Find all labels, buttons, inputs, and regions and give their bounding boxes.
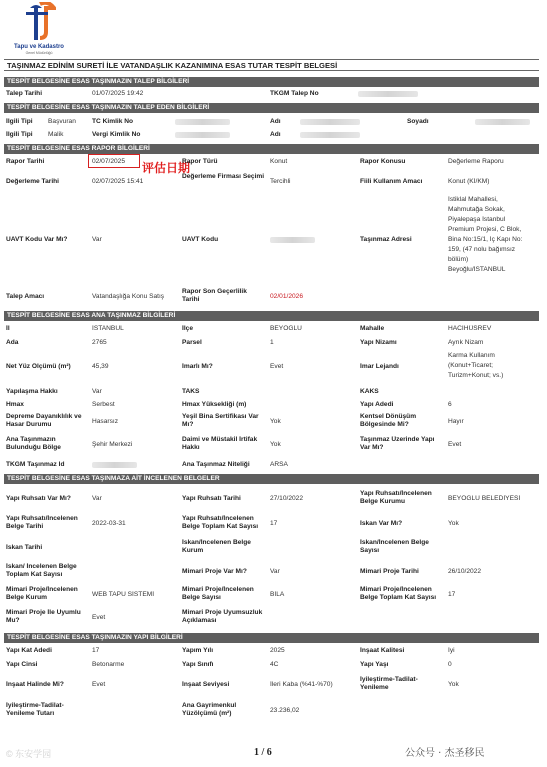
iskan-var-value: Yok — [448, 520, 459, 527]
page-number: 1 / 6 — [254, 747, 272, 758]
kat-adedi-label: Yapı Kat Adedi — [6, 647, 52, 654]
adres-line: Premium Projesi, C Blok, — [448, 226, 522, 233]
imar-lejandi-line: Turizm+Konut; vs.) — [448, 372, 504, 379]
il-label: İl — [6, 325, 10, 332]
yapi-nizami-label: Yapı Nizamı — [360, 339, 397, 346]
tadilat-value: Yok — [448, 681, 459, 688]
yapi-sinifi-value: 4C — [270, 661, 279, 668]
yapi-sinifi-label: Yapı Sınıfı — [182, 661, 214, 668]
redacted-field — [175, 119, 230, 125]
hmax-value: Serbest — [92, 401, 115, 408]
tkgm-logo-icon — [22, 2, 56, 42]
rapor-konusu-label: Rapor Konusu — [360, 158, 406, 165]
uavt-var-label: UAVT Kodu Var Mı? — [6, 236, 68, 243]
mimari-sayisi-label: Mimari Proje/İncelenen Belge Sayısı — [182, 586, 254, 601]
yesil-bina-label: Yeşil Bina Sertifikası Var Mı? — [182, 413, 259, 428]
nitelik-value: ARSA — [270, 461, 288, 468]
mimari-tarihi-value: 26/10/2022 — [448, 568, 482, 575]
adres-line: Piyalepaşa İstanbul — [448, 216, 506, 223]
adi-label-2: Adı — [270, 131, 281, 138]
talep-tarihi-label: Talep Tarihi — [6, 90, 43, 97]
yapi-adedi-value: 6 — [448, 401, 452, 408]
uyumlu-label: Mimari Proje İle Uyumlu Mu? — [6, 609, 81, 624]
deprem-value: Hasarsız — [92, 418, 119, 425]
iskan-tarihi-label: İskan Tarihi — [6, 544, 43, 551]
net-yuz-value: 45,39 — [92, 363, 109, 370]
redacted-field — [175, 132, 230, 138]
tc-kimlik-label: TC Kimlik No — [92, 118, 134, 125]
rapor-tarihi-value: 02/07/2025 — [92, 158, 126, 165]
uyumsuzluk-label: Mimari Proje Uyumsuzluk Açıklaması — [182, 609, 263, 624]
mimari-var-label: Mimari Proje Var Mı? — [182, 568, 247, 575]
talep-amaci-label: Talep Amacı — [6, 293, 45, 300]
insaat-halinde-label: İnşaat Halinde Mi? — [6, 681, 64, 688]
kaks-label: KAKS — [360, 388, 379, 395]
redacted-field — [358, 91, 418, 97]
ana-gayrimenkul-label: Ana Gayrimenkul Yüzölçümü (m²) — [182, 702, 237, 717]
redacted-field — [270, 237, 315, 243]
watermark-right: 公众号 · 杰圣移民 — [405, 748, 485, 759]
iskan-kat-label: İskan/ İncelenen Belge Toplam Kat Sayısı — [6, 563, 77, 578]
ruhsat-belge-tarihi-label: Yapı Ruhsatı/İncelenen Belge Tarihi — [6, 515, 78, 530]
imarli-value: Evet — [270, 363, 284, 370]
mimari-kurum-value: WEB TAPU SİSTEMİ — [92, 591, 155, 598]
fiili-kullanim-label: Fiili Kullanım Amacı — [360, 178, 423, 185]
il-value: İSTANBUL — [92, 325, 124, 332]
degerleme-tarihi-value: 02/07/2025 15:41 — [92, 178, 144, 185]
bulundugu-bolge-label: Ana Taşınmazın Bulunduğu Bölge — [6, 436, 61, 451]
yapim-yili-value: 2025 — [270, 647, 285, 654]
logo-subtitle: Genel Müdürlüğü — [25, 51, 53, 55]
daimi-irtifak-label: Daimi ve Müstakil İrtifak Hakkı — [182, 436, 258, 451]
ilce-label: İlçe — [182, 325, 193, 332]
insaat-halinde-value: Evet — [92, 681, 106, 688]
parsel-value: 1 — [270, 339, 274, 346]
imar-lejandi-line: (Konut+Ticaret; — [448, 362, 494, 369]
adi-label: Adı — [270, 118, 281, 125]
ilgili-tipi-value-2: Malik — [48, 131, 64, 138]
ruhsat-var-value: Var — [92, 495, 102, 502]
redacted-field — [92, 462, 137, 468]
uavt-var-value: Var — [92, 236, 102, 243]
uzerinde-yapi-value: Evet — [448, 441, 462, 448]
hmax-label: Hmax — [6, 401, 24, 408]
nitelik-label: Ana Taşınmaz Niteliği — [182, 461, 250, 468]
imar-lejandi-line: Karma Kullanım — [448, 352, 495, 359]
uzerinde-yapi-label: Taşınmaz Üzerinde Yapı Var Mı? — [360, 436, 435, 451]
uyumlu-value: Evet — [92, 614, 106, 621]
section-header-incelenen-belgeler: TESPİT BELGESİNE ESAS TAŞINMAZA AİT İNCELENEN BELGELER — [4, 474, 539, 484]
yapi-cinsi-label: Yapı Cinsi — [6, 661, 38, 668]
talep-tarihi-value: 01/07/2025 19:42 — [92, 90, 144, 97]
deprem-label: Depreme Dayanıklılık ve Hasar Durumu — [6, 413, 82, 428]
ana-gayrimenkul-value: 23.236,02 — [270, 707, 300, 714]
yapilasma-label: Yapılaşma Hakkı — [6, 388, 58, 395]
ilce-value: BEYOĞLU — [270, 325, 302, 332]
highlight-box — [88, 154, 140, 168]
adres-line: 159, (47 nolu bağımsız — [448, 246, 516, 253]
insaat-kalitesi-value: İyi — [448, 647, 455, 654]
kentsel-donusum-value: Hayır — [448, 418, 464, 425]
fiili-kullanim-value: Konut (Kİ/KM) — [448, 178, 490, 185]
ruhsat-kat-label: Yapı Ruhsatı/İncelenen Belge Toplam Kat Sayısı — [182, 515, 259, 530]
tasinmaz-adresi-label: Taşınmaz Adresi — [360, 236, 412, 243]
redacted-field — [300, 132, 360, 138]
imar-lejandi-label: İmar Lejandı — [360, 363, 399, 370]
yapi-adedi-label: Yapı Adedi — [360, 401, 394, 408]
firma-secimi-label: Değerleme Firması Seçimi — [182, 173, 265, 180]
ruhsat-kurum-label: Yapı Ruhsatı/İncelenen Belge Kurumu — [360, 490, 432, 505]
watermark-left: © 东安学园 — [6, 749, 52, 759]
ruhsat-var-label: Yapı Ruhsatı Var Mı? — [6, 495, 71, 502]
taks-label: TAKS — [182, 388, 200, 395]
ilgili-tipi-label: İlgili Tipi — [6, 118, 33, 125]
mimari-sayisi-value: BİLA — [270, 591, 285, 598]
mimari-kat-value: 17 — [448, 591, 456, 598]
tadilat-tutari-label: İyileştirme-Tadilat-Yenileme Tutarı — [6, 702, 64, 717]
tkgm-logo — [4, 2, 74, 54]
ilgili-tipi-value-1: Başvuran — [48, 118, 76, 125]
section-header-talep: TESPİT BELGESİNE ESAS TAŞINMAZIN TALEP BİLGİLERİ — [4, 77, 539, 87]
tadilat-label: İyileştirme-Tadilat-Yenileme — [360, 676, 418, 691]
bulundugu-bolge-value: Şehir Merkezi — [92, 441, 133, 448]
ruhsat-belge-tarihi-value: 2022-03-31 — [92, 520, 126, 527]
soyadi-label: Soyadı — [407, 118, 429, 125]
mimari-kat-label: Mimari Proje/İncelenen Belge Toplam Kat Sayısı — [360, 586, 437, 601]
mimari-tarihi-label: Mimari Proje Tarihi — [360, 568, 419, 575]
ruhsat-kat-value: 17 — [270, 520, 278, 527]
daimi-irtifak-value: Yok — [270, 441, 281, 448]
parsel-label: Parsel — [182, 339, 202, 346]
adres-line: Mahmutağa Sokak, — [448, 206, 505, 213]
ruhsat-tarihi-label: Yapı Ruhsatı Tarihi — [182, 495, 241, 502]
degerleme-tarihi-label: Değerleme Tarihi — [6, 178, 60, 185]
net-yuz-label: Net Yüz Ölçümü (m²) — [6, 363, 71, 370]
section-header-talep-eden: TESPİT BELGESİNE ESAS TAŞINMAZIN TALEP EDEN BİLGİLERİ — [4, 103, 539, 113]
imarli-label: İmarlı Mı? — [182, 363, 213, 370]
rapor-tarihi-label: Rapor Tarihi — [6, 158, 45, 165]
rapor-turu-label: Rapor Türü — [182, 158, 218, 165]
section-header-ana-tasinmaz: TESPİT BELGESİNE ESAS ANA TAŞINMAZ BİLGİLERİ — [4, 311, 539, 321]
iskan-sayisi-label: İskan/İncelenen Belge Sayısı — [360, 539, 429, 554]
insaat-kalitesi-label: İnşaat Kalitesi — [360, 647, 405, 654]
logo-title: Tapu ve Kadastro — [14, 44, 64, 50]
redacted-field — [300, 119, 360, 125]
adres-line: İstiklal Mahallesi, — [448, 196, 498, 203]
iskan-var-label: İskan Var Mı? — [360, 520, 403, 527]
tkgm-tasinmaz-id-label: TKGM Taşınmaz Id — [6, 461, 65, 468]
yapi-yasi-label: Yapı Yaşı — [360, 661, 389, 668]
yapim-yili-label: Yapım Yılı — [182, 647, 214, 654]
section-header-rapor: TESPİT BELGESİNE ESAS RAPOR BİLGİLERİ — [4, 144, 539, 154]
rapor-konusu-value: Değerleme Raporu — [448, 158, 504, 165]
hmax-yuksekligi-label: Hmax Yüksekliği (m) — [182, 401, 247, 408]
insaat-seviyesi-label: İnşaat Seviyesi — [182, 681, 230, 688]
tkgm-talep-no-label: TKGM Talep No — [270, 90, 319, 97]
yapilasma-value: Var — [92, 388, 102, 395]
ruhsat-tarihi-value: 27/10/2022 — [270, 495, 304, 502]
uavt-kodu-label: UAVT Kodu — [182, 236, 219, 243]
ruhsat-kurum-value: BEYOĞLU BELEDİYESİ — [448, 495, 521, 502]
ilgili-tipi-label-2: İlgili Tipi — [6, 131, 33, 138]
mahalle-value: HACIHÜSREV — [448, 325, 492, 332]
adres-line: Bina No:15/1, İç Kapı No: — [448, 236, 523, 243]
vergi-kimlik-label: Vergi Kimlik No — [92, 131, 141, 138]
ada-label: Ada — [6, 339, 19, 346]
insaat-seviyesi-value: İleri Kaba (%41-%70) — [270, 681, 333, 688]
redacted-field — [475, 119, 530, 125]
adres-line: Beyoğlu/İSTANBUL — [448, 266, 506, 273]
adres-line: bölüm) — [448, 256, 469, 263]
son-gecerlilik-label: Rapor Son Geçerlilik Tarihi — [182, 288, 247, 303]
mahalle-label: Mahalle — [360, 325, 385, 332]
mimari-kurum-label: Mimari Proje/İncelenen Belge Kurum — [6, 586, 78, 601]
kentsel-donusum-label: Kentsel Dönüşüm Bölgesinde Mi? — [360, 413, 417, 428]
iskan-kurum-label: İskan/İncelenen Belge Kurum — [182, 539, 251, 554]
son-gecerlilik-value: 02/01/2026 — [270, 293, 304, 300]
document-title: TAŞINMAZ EDİNİM SURETİ İLE VATANDAŞLIK KAZANIMINA ESAS TUTAR TESPİT BELGESİ — [4, 59, 539, 71]
section-header-yapi-bilgileri: TESPİT BELGESİNE ESAS TAŞINMAZIN YAPI BİLGİLERİ — [4, 633, 539, 643]
rapor-turu-value: Konut — [270, 158, 288, 165]
kat-adedi-value: 17 — [92, 647, 100, 654]
firma-secimi-value: Tercihli — [270, 178, 291, 185]
ada-value: 2765 — [92, 339, 107, 346]
yapi-yasi-value: 0 — [448, 661, 452, 668]
talep-amaci-value: Vatandaşlığa Konu Satış — [92, 293, 165, 300]
yapi-nizami-value: Ayrık Nizam — [448, 339, 484, 346]
mimari-var-value: Var — [270, 568, 280, 575]
annotation-label: 评估日期 — [142, 161, 191, 175]
yapi-cinsi-value: Betonarme — [92, 661, 125, 668]
yesil-bina-value: Yok — [270, 418, 281, 425]
